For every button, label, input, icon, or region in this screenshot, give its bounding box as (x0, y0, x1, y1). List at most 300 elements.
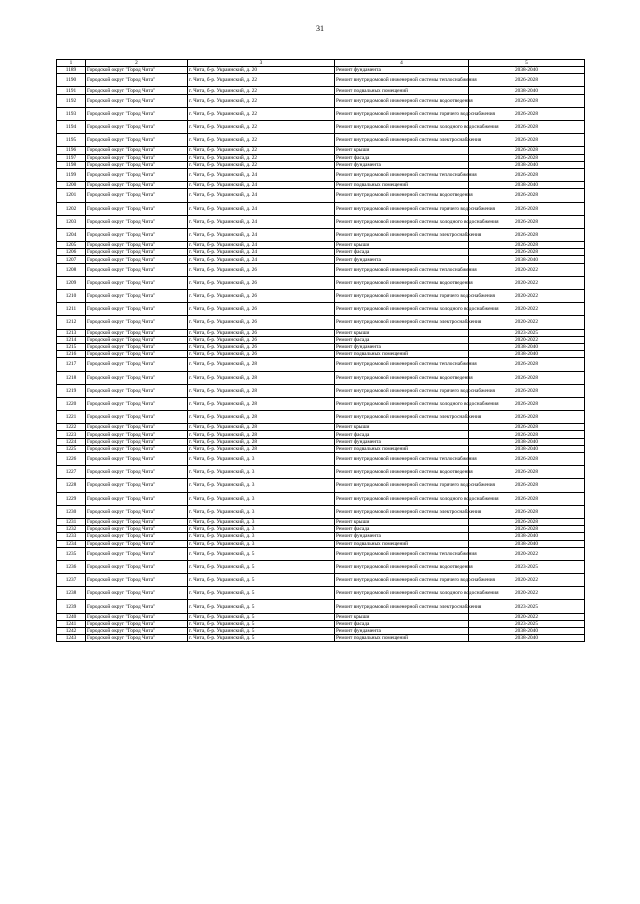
work-type-cell: Ремонт фундамента (335, 533, 469, 540)
work-type-cell: Ремонт фасада (335, 336, 469, 343)
row-number-cell: 1208 (57, 263, 86, 276)
row-number-cell: 1236 (57, 560, 86, 573)
municipality-cell: Городской округ "Город Чита" (86, 215, 188, 228)
work-type-cell: Ремонт подвальных помещений (335, 540, 469, 547)
row-number-cell: 1221 (57, 411, 86, 424)
table-row (57, 94, 585, 107)
municipality-cell: Городской округ "Город Чита" (86, 87, 188, 94)
municipality-cell: Городской округ "Город Чита" (86, 74, 188, 87)
address-cell: г. Чита, б-р. Украинский, д. 28 (188, 371, 335, 384)
work-type-cell: Ремонт внутридомовой инженерной системы теплоснабжения (335, 453, 469, 466)
table-row (57, 276, 585, 289)
period-cell: 2026-2028 (469, 518, 585, 525)
municipality-cell: Городской округ "Город Чита" (86, 329, 188, 336)
period-cell: 2026-2028 (469, 74, 585, 87)
period-cell: 2023-2025 (469, 600, 585, 613)
municipality-cell: Городской округ "Город Чита" (86, 189, 188, 202)
period-cell: 2020-2022 (469, 303, 585, 316)
municipality-cell: Городской округ "Город Чита" (86, 526, 188, 533)
work-type-cell: Ремонт подвальных помещений (335, 182, 469, 189)
address-cell: г. Чита, б-р. Украинский, д. 26 (188, 263, 335, 276)
table-row (57, 121, 585, 134)
municipality-cell: Городской округ "Город Чита" (86, 228, 188, 241)
period-cell: 2038-2040 (469, 343, 585, 350)
municipality-cell: Городской округ "Город Чита" (86, 628, 188, 635)
address-cell: г. Чита, б-р. Украинский, д. 28 (188, 424, 335, 431)
table-row (57, 453, 585, 466)
work-type-cell: Ремонт внутридомовой инженерной системы холодного водоснабжения (335, 587, 469, 600)
address-cell: г. Чита, б-р. Украинский, д. 22 (188, 74, 335, 87)
table-row (57, 263, 585, 276)
address-cell: г. Чита, б-р. Украинский, д. 5 (188, 574, 335, 587)
row-number-cell: 1195 (57, 134, 86, 147)
table-row (57, 249, 585, 256)
row-number-cell: 1201 (57, 189, 86, 202)
address-cell: г. Чита, б-р. Украинский, д. 22 (188, 147, 335, 154)
row-number-cell: 1203 (57, 215, 86, 228)
column-header: 1 (57, 60, 86, 67)
work-type-cell: Ремонт крыши (335, 147, 469, 154)
address-cell: г. Чита, б-р. Украинский, д. 3 (188, 505, 335, 518)
address-cell: г. Чита, б-р. Украинский, д. 5 (188, 587, 335, 600)
row-number-cell: 1224 (57, 438, 86, 445)
table-row (57, 431, 585, 438)
municipality-cell: Городской округ "Город Чита" (86, 351, 188, 358)
table-row (57, 635, 585, 642)
table-row (57, 242, 585, 249)
period-cell: 2038-2040 (469, 445, 585, 452)
table-row (57, 228, 585, 241)
work-type-cell: Ремонт внутридомовой инженерной системы электроснабжения (335, 228, 469, 241)
address-cell: г. Чита, б-р. Украинский, д. 24 (188, 256, 335, 263)
municipality-cell: Городской округ "Город Чита" (86, 505, 188, 518)
period-cell: 2020-2022 (469, 587, 585, 600)
row-number-cell: 1197 (57, 154, 86, 161)
address-cell: г. Чита, б-р. Украинский, д. 22 (188, 134, 335, 147)
address-cell: г. Чита, б-р. Украинский, д. 28 (188, 411, 335, 424)
address-cell: г. Чита, б-р. Украинский, д. 5 (188, 628, 335, 635)
work-type-cell: Ремонт внутридомовой инженерной системы электроснабжения (335, 505, 469, 518)
row-number-cell: 1228 (57, 479, 86, 492)
address-cell: г. Чита, б-р. Украинский, д. 3 (188, 518, 335, 525)
address-cell: г. Чита, б-р. Украинский, д. 3 (188, 526, 335, 533)
row-number-cell: 1212 (57, 316, 86, 329)
period-cell: 2026-2028 (469, 249, 585, 256)
municipality-cell: Городской округ "Город Чита" (86, 316, 188, 329)
table-row (57, 107, 585, 120)
municipality-cell: Городской округ "Город Чита" (86, 147, 188, 154)
table-row (57, 560, 585, 573)
work-type-cell: Ремонт внутридомовой инженерной системы холодного водоснабжения (335, 492, 469, 505)
row-number-cell: 1206 (57, 249, 86, 256)
municipality-cell: Городской округ "Город Чита" (86, 371, 188, 384)
row-number-cell: 1215 (57, 343, 86, 350)
period-cell: 2038-2040 (469, 87, 585, 94)
table-row (57, 189, 585, 202)
row-number-cell: 1234 (57, 540, 86, 547)
table-row (57, 384, 585, 397)
table-row (57, 587, 585, 600)
address-cell: г. Чита, б-р. Украинский, д. 22 (188, 87, 335, 94)
page-number: 31 (316, 24, 324, 33)
table-row (57, 613, 585, 620)
row-number-cell: 1243 (57, 635, 86, 642)
municipality-cell: Городской округ "Город Чита" (86, 424, 188, 431)
period-cell: 2038-2040 (469, 540, 585, 547)
table-row (57, 574, 585, 587)
municipality-cell: Городской округ "Город Чита" (86, 518, 188, 525)
table-row (57, 628, 585, 635)
work-type-cell: Ремонт крыши (335, 424, 469, 431)
work-type-cell: Ремонт внутридомовой инженерной системы теплоснабжения (335, 74, 469, 87)
address-cell: г. Чита, б-р. Украинский, д. 3 (188, 466, 335, 479)
period-cell: 2020-2022 (469, 263, 585, 276)
table-row (57, 134, 585, 147)
address-cell: г. Чита, б-р. Украинский, д. 26 (188, 351, 335, 358)
municipality-cell: Городской округ "Город Чита" (86, 397, 188, 410)
municipality-cell: Городской округ "Город Чита" (86, 107, 188, 120)
work-type-cell: Ремонт внутридомовой инженерной системы водоотведения (335, 466, 469, 479)
table-row (57, 202, 585, 215)
address-cell: г. Чита, б-р. Украинский, д. 26 (188, 316, 335, 329)
row-number-cell: 1219 (57, 384, 86, 397)
work-type-cell: Ремонт внутридомовой инженерной системы теплоснабжения (335, 358, 469, 371)
row-number-cell: 1240 (57, 613, 86, 620)
period-cell: 2026-2028 (469, 384, 585, 397)
period-cell: 2026-2028 (469, 147, 585, 154)
period-cell: 2020-2022 (469, 290, 585, 303)
municipality-cell: Городской округ "Город Чита" (86, 290, 188, 303)
table-row (57, 358, 585, 371)
address-cell: г. Чита, б-р. Украинский, д. 22 (188, 121, 335, 134)
work-type-cell: Ремонт внутридомовой инженерной системы водоотведения (335, 560, 469, 573)
table-row (57, 600, 585, 613)
work-type-cell: Ремонт внутридомовой инженерной системы горячего водоснабжения (335, 574, 469, 587)
address-cell: г. Чита, б-р. Украинский, д. 3 (188, 492, 335, 505)
period-cell: 2026-2028 (469, 154, 585, 161)
period-cell: 2020-2022 (469, 336, 585, 343)
row-number-cell: 1192 (57, 94, 86, 107)
row-number-cell: 1238 (57, 587, 86, 600)
municipality-cell: Городской округ "Город Чита" (86, 411, 188, 424)
address-cell: г. Чита, б-р. Украинский, д. 5 (188, 600, 335, 613)
table-row (57, 168, 585, 181)
work-type-cell: Ремонт фасада (335, 526, 469, 533)
address-cell: г. Чита, б-р. Украинский, д. 26 (188, 276, 335, 289)
row-number-cell: 1214 (57, 336, 86, 343)
row-number-cell: 1194 (57, 121, 86, 134)
municipality-cell: Городской округ "Город Чита" (86, 384, 188, 397)
period-cell: 2026-2028 (469, 453, 585, 466)
table-row (57, 303, 585, 316)
period-cell: 2026-2028 (469, 189, 585, 202)
municipality-cell: Городской округ "Город Чита" (86, 303, 188, 316)
work-type-cell: Ремонт фундамента (335, 67, 469, 74)
work-type-cell: Ремонт внутридомовой инженерной системы холодного водоснабжения (335, 215, 469, 228)
period-cell: 2020-2022 (469, 613, 585, 620)
period-cell: 2026-2028 (469, 526, 585, 533)
work-type-cell: Ремонт фасада (335, 620, 469, 627)
municipality-cell: Городской округ "Город Чита" (86, 154, 188, 161)
table-row (57, 424, 585, 431)
work-type-cell: Ремонт фундамента (335, 438, 469, 445)
municipality-cell: Городской округ "Город Чита" (86, 547, 188, 560)
municipality-cell: Городской округ "Город Чита" (86, 466, 188, 479)
work-type-cell: Ремонт внутридомовой инженерной системы водоотведения (335, 371, 469, 384)
table-row (57, 290, 585, 303)
table-row (57, 466, 585, 479)
table-row (57, 154, 585, 161)
period-cell: 2026-2028 (469, 466, 585, 479)
period-cell: 2038-2040 (469, 256, 585, 263)
table-row (57, 215, 585, 228)
work-type-cell: Ремонт внутридомовой инженерной системы теплоснабжения (335, 168, 469, 181)
address-cell: г. Чита, б-р. Украинский, д. 28 (188, 438, 335, 445)
address-cell: г. Чита, б-р. Украинский, д. 5 (188, 547, 335, 560)
period-cell: 2020-2022 (469, 574, 585, 587)
period-cell: 2038-2040 (469, 628, 585, 635)
municipality-cell: Городской округ "Город Чита" (86, 121, 188, 134)
work-type-cell: Ремонт фундамента (335, 161, 469, 168)
table-row (57, 182, 585, 189)
table-row (57, 526, 585, 533)
header-row (57, 60, 585, 67)
table-row (57, 316, 585, 329)
period-cell: 2038-2040 (469, 161, 585, 168)
period-cell: 2026-2028 (469, 424, 585, 431)
work-type-cell: Ремонт подвальных помещений (335, 445, 469, 452)
row-number-cell: 1196 (57, 147, 86, 154)
period-cell: 2026-2028 (469, 215, 585, 228)
work-type-cell: Ремонт внутридомовой инженерной системы водоотведения (335, 276, 469, 289)
address-cell: г. Чита, б-р. Украинский, д. 26 (188, 290, 335, 303)
address-cell: г. Чита, б-р. Украинский, д. 26 (188, 329, 335, 336)
work-type-cell: Ремонт фасада (335, 154, 469, 161)
table-row (57, 479, 585, 492)
municipality-cell: Городской округ "Город Чита" (86, 263, 188, 276)
work-type-cell: Ремонт внутридомовой инженерной системы теплоснабжения (335, 263, 469, 276)
address-cell: г. Чита, б-р. Украинский, д. 24 (188, 182, 335, 189)
row-number-cell: 1237 (57, 574, 86, 587)
address-cell: г. Чита, б-р. Украинский, д. 22 (188, 94, 335, 107)
period-cell: 2038-2040 (469, 438, 585, 445)
work-type-cell: Ремонт фундамента (335, 256, 469, 263)
row-number-cell: 1220 (57, 397, 86, 410)
work-type-cell: Ремонт внутридомовой инженерной системы горячего водоснабжения (335, 202, 469, 215)
row-number-cell: 1222 (57, 424, 86, 431)
table-row (57, 336, 585, 343)
address-cell: г. Чита, б-р. Украинский, д. 24 (188, 228, 335, 241)
table-row (57, 547, 585, 560)
column-header: 4 (335, 60, 469, 67)
work-type-cell: Ремонт подвальных помещений (335, 635, 469, 642)
address-cell: г. Чита, б-р. Украинский, д. 22 (188, 154, 335, 161)
period-cell: 2026-2028 (469, 397, 585, 410)
address-cell: г. Чита, б-р. Украинский, д. 22 (188, 107, 335, 120)
address-cell: г. Чита, б-р. Украинский, д. 5 (188, 635, 335, 642)
municipality-cell: Городской округ "Город Чита" (86, 134, 188, 147)
table-row (57, 533, 585, 540)
period-cell: 2026-2028 (469, 228, 585, 241)
work-type-cell: Ремонт внутридомовой инженерной системы холодного водоснабжения (335, 121, 469, 134)
period-cell: 2026-2028 (469, 134, 585, 147)
period-cell: 2038-2040 (469, 635, 585, 642)
table-row (57, 351, 585, 358)
period-cell: 2026-2028 (469, 505, 585, 518)
municipality-cell: Городской округ "Город Чита" (86, 635, 188, 642)
municipality-cell: Городской округ "Город Чита" (86, 574, 188, 587)
row-number-cell: 1210 (57, 290, 86, 303)
table-row (57, 492, 585, 505)
table-row (57, 505, 585, 518)
work-type-cell: Ремонт внутридомовой инженерной системы горячего водоснабжения (335, 107, 469, 120)
period-cell: 2026-2028 (469, 107, 585, 120)
municipality-cell: Городской округ "Город Чита" (86, 343, 188, 350)
table-row (57, 147, 585, 154)
address-cell: г. Чита, б-р. Украинский, д. 5 (188, 620, 335, 627)
row-number-cell: 1191 (57, 87, 86, 94)
period-cell: 2020-2022 (469, 547, 585, 560)
table-row (57, 256, 585, 263)
period-cell: 2026-2028 (469, 358, 585, 371)
address-cell: г. Чита, б-р. Украинский, д. 28 (188, 384, 335, 397)
work-type-cell: Ремонт крыши (335, 518, 469, 525)
row-number-cell: 1217 (57, 358, 86, 371)
row-number-cell: 1204 (57, 228, 86, 241)
work-type-cell: Ремонт внутридомовой инженерной системы холодного водоснабжения (335, 303, 469, 316)
row-number-cell: 1241 (57, 620, 86, 627)
row-number-cell: 1200 (57, 182, 86, 189)
municipality-cell: Городской округ "Город Чита" (86, 358, 188, 371)
municipality-cell: Городской округ "Город Чита" (86, 453, 188, 466)
address-cell: г. Чита, б-р. Украинский, д. 28 (188, 397, 335, 410)
address-cell: г. Чита, б-р. Украинский, д. 24 (188, 215, 335, 228)
work-type-cell: Ремонт подвальных помещений (335, 351, 469, 358)
municipality-cell: Городской округ "Город Чита" (86, 202, 188, 215)
work-type-cell: Ремонт крыши (335, 613, 469, 620)
municipality-cell: Городской округ "Город Чита" (86, 67, 188, 74)
address-cell: г. Чита, б-р. Украинский, д. 24 (188, 168, 335, 181)
work-type-cell: Ремонт фасада (335, 249, 469, 256)
period-cell: 2038-2040 (469, 67, 585, 74)
row-number-cell: 1209 (57, 276, 86, 289)
table-row (57, 329, 585, 336)
municipality-cell: Городской округ "Город Чита" (86, 249, 188, 256)
table-row (57, 397, 585, 410)
period-cell: 2026-2028 (469, 371, 585, 384)
municipality-cell: Городской округ "Город Чита" (86, 613, 188, 620)
table-row (57, 518, 585, 525)
period-cell: 2026-2028 (469, 121, 585, 134)
row-number-cell: 1211 (57, 303, 86, 316)
municipality-cell: Городской округ "Город Чита" (86, 182, 188, 189)
work-type-cell: Ремонт внутридомовой инженерной системы электроснабжения (335, 316, 469, 329)
municipality-cell: Городской округ "Город Чита" (86, 431, 188, 438)
municipality-cell: Городской округ "Город Чита" (86, 168, 188, 181)
row-number-cell: 1226 (57, 453, 86, 466)
period-cell: 2026-2028 (469, 168, 585, 181)
address-cell: г. Чита, б-р. Украинский, д. 24 (188, 202, 335, 215)
work-type-cell: Ремонт внутридомовой инженерной системы горячего водоснабжения (335, 290, 469, 303)
row-number-cell: 1232 (57, 526, 86, 533)
period-cell: 2038-2040 (469, 182, 585, 189)
municipality-cell: Городской округ "Город Чита" (86, 620, 188, 627)
address-cell: г. Чита, б-р. Украинский, д. 3 (188, 533, 335, 540)
table-row (57, 371, 585, 384)
period-cell: 2026-2028 (469, 202, 585, 215)
period-cell: 2026-2028 (469, 431, 585, 438)
municipality-cell: Городской округ "Город Чита" (86, 438, 188, 445)
work-type-cell: Ремонт внутридомовой инженерной системы водоотведения (335, 189, 469, 202)
row-number-cell: 1189 (57, 67, 86, 74)
address-cell: г. Чита, б-р. Украинский, д. 3 (188, 540, 335, 547)
address-cell: г. Чита, б-р. Украинский, д. 22 (188, 161, 335, 168)
row-number-cell: 1213 (57, 329, 86, 336)
work-type-cell: Ремонт крыши (335, 329, 469, 336)
row-number-cell: 1218 (57, 371, 86, 384)
table-row (57, 87, 585, 94)
row-number-cell: 1229 (57, 492, 86, 505)
address-cell: г. Чита, б-р. Украинский, д. 26 (188, 343, 335, 350)
address-cell: г. Чита, б-р. Украинский, д. 28 (188, 358, 335, 371)
period-cell: 2023-2025 (469, 329, 585, 336)
table-row (57, 540, 585, 547)
row-number-cell: 1230 (57, 505, 86, 518)
period-cell: 2023-2025 (469, 620, 585, 627)
address-cell: г. Чита, б-р. Украинский, д. 26 (188, 336, 335, 343)
row-number-cell: 1233 (57, 533, 86, 540)
table-row (57, 67, 585, 74)
address-cell: г. Чита, б-р. Украинский, д. 28 (188, 445, 335, 452)
work-type-cell: Ремонт внутридомовой инженерной системы холодного водоснабжения (335, 397, 469, 410)
table-row (57, 620, 585, 627)
row-number-cell: 1227 (57, 466, 86, 479)
period-cell: 2023-2025 (469, 560, 585, 573)
row-number-cell: 1205 (57, 242, 86, 249)
period-cell: 2020-2022 (469, 316, 585, 329)
row-number-cell: 1190 (57, 74, 86, 87)
address-cell: г. Чита, б-р. Украинский, д. 24 (188, 249, 335, 256)
municipality-cell: Городской округ "Город Чита" (86, 479, 188, 492)
work-type-cell: Ремонт внутридомовой инженерной системы электроснабжения (335, 411, 469, 424)
table-row (57, 438, 585, 445)
period-cell: 2026-2028 (469, 242, 585, 249)
row-number-cell: 1225 (57, 445, 86, 452)
address-cell: г. Чита, б-р. Украинский, д. 24 (188, 242, 335, 249)
work-type-cell: Ремонт внутридомовой инженерной системы теплоснабжения (335, 547, 469, 560)
address-cell: г. Чита, б-р. Украинский, д. 24 (188, 189, 335, 202)
row-number-cell: 1193 (57, 107, 86, 120)
period-cell: 2020-2022 (469, 276, 585, 289)
table-header (57, 60, 585, 67)
work-type-cell: Ремонт внутридомовой инженерной системы электроснабжения (335, 600, 469, 613)
period-cell: 2026-2028 (469, 479, 585, 492)
table-row (57, 74, 585, 87)
work-type-cell: Ремонт фасада (335, 431, 469, 438)
row-number-cell: 1199 (57, 168, 86, 181)
period-cell: 2026-2028 (469, 411, 585, 424)
municipality-cell: Городской округ "Город Чита" (86, 533, 188, 540)
municipality-cell: Городской округ "Город Чита" (86, 587, 188, 600)
row-number-cell: 1231 (57, 518, 86, 525)
address-cell: г. Чита, б-р. Украинский, д. 5 (188, 613, 335, 620)
municipality-cell: Городской округ "Город Чита" (86, 94, 188, 107)
address-cell: г. Чита, б-р. Украинский, д. 3 (188, 453, 335, 466)
municipality-cell: Городской округ "Город Чита" (86, 560, 188, 573)
work-type-cell: Ремонт фундамента (335, 343, 469, 350)
municipality-cell: Городской округ "Город Чита" (86, 242, 188, 249)
address-cell: г. Чита, б-р. Украинский, д. 3 (188, 479, 335, 492)
